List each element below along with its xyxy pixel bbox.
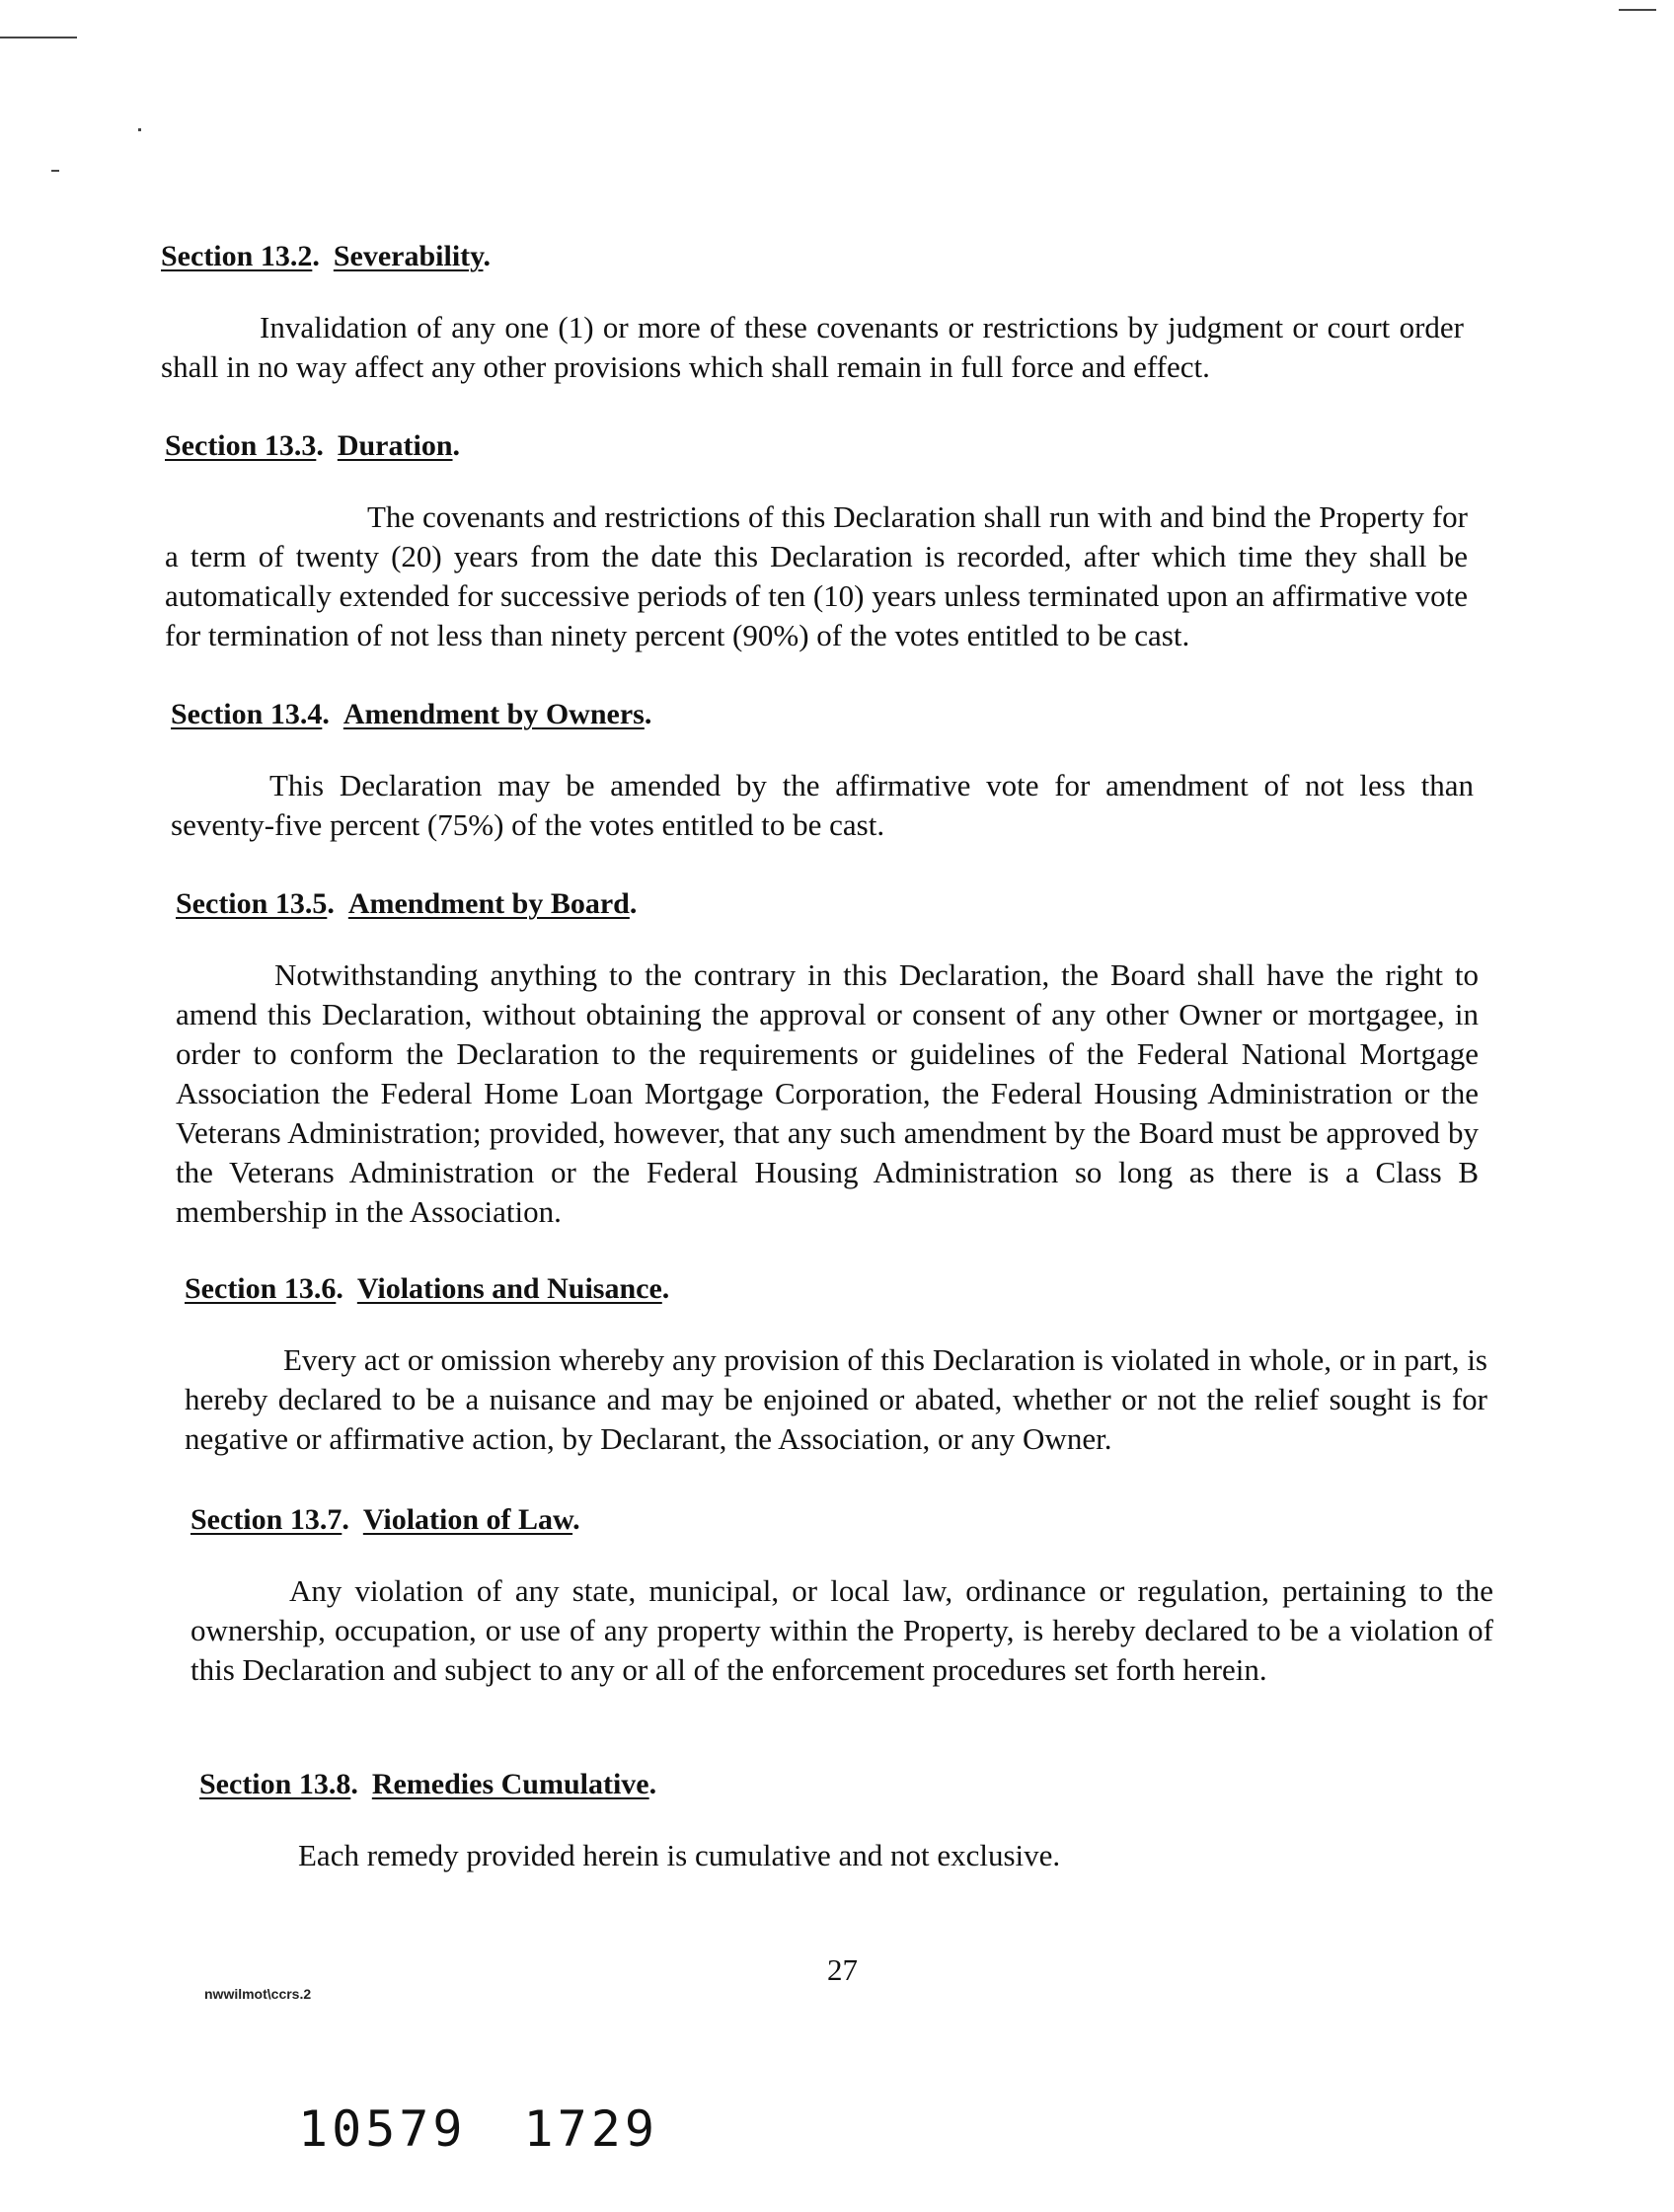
- section-title: Amendment by Owners: [342, 698, 645, 730]
- section-body: Notwithstanding anything to the contrary in this Declaration, the Board shall have the right to amend this Declaration, without obtaining the approval or consent of any other Owner or mortgagee, in order to conform the Declaration to the requirements or guidelines of the Federal National Mortgage Association the Federal Home Loan Mortgage Corporation, the Federal Housing Administration or the Veterans Administration; provided, however, that any such amendment by the Board must be approved by the Veterans Administration or the Federal Housing Administration so long as there is a Class B membership in the Association.: [176, 957, 1479, 1229]
- stamp-page-number: 1729: [523, 2100, 658, 2158]
- section-body: Any violation of any state, municipal, or local law, ordinance or regulation, pertaining to the ownership, occupation, or use of any property within the Property, is hereby declared to be a violation of this Declaration and subject to any or all of the enforcement procedures set forth herein.: [190, 1573, 1493, 1687]
- section-13-4: [171, 695, 1474, 845]
- section-number: Section 13.3: [165, 429, 317, 462]
- section-title: Amendment by Board: [347, 887, 630, 920]
- section-body: This Declaration may be amended by the affirmative vote for amendment of not less than seventy-five percent (75%) of the votes entitled to be cast.: [171, 768, 1474, 842]
- section-title: Violations and Nuisance: [356, 1272, 662, 1305]
- section-number: Section 13.4: [171, 698, 323, 730]
- section-13-7: [190, 1500, 1493, 1690]
- section-body: Invalidation of any one (1) or more of these covenants or restrictions by judgment or court order shall in no way affect any other provisions which shall remain in full force and effect.: [161, 310, 1464, 384]
- section-heading: Section 13.5. Amendment by Board.: [176, 887, 638, 920]
- scan-mark-dot-2: [51, 170, 59, 172]
- section-13-8: [199, 1765, 1502, 1875]
- section-title: Duration: [337, 429, 453, 462]
- section-13-6: [185, 1269, 1487, 1459]
- section-body: Each remedy provided herein is cumulative and not exclusive.: [298, 1838, 1061, 1872]
- section-13-5: [176, 884, 1479, 1232]
- section-number: Section 13.6: [185, 1272, 337, 1305]
- section-heading: Section 13.4. Amendment by Owners.: [171, 698, 652, 730]
- section-13-2: [161, 237, 1464, 387]
- section-title: Violation of Law: [362, 1503, 573, 1536]
- recording-stamp: [298, 2100, 658, 2158]
- section-number: Section 13.7: [190, 1503, 342, 1536]
- section-title: Severability: [333, 240, 484, 272]
- section-body: Every act or omission whereby any provision of this Declaration is violated in whole, or in part, is hereby declared to be a nuisance and may be enjoined or abated, whether or not the relief sought is for negative or affirmative action, by Declarant, the Association, or any Owner.: [185, 1342, 1487, 1456]
- stamp-book-number: 10579: [298, 2100, 467, 2158]
- section-title: Remedies Cumulative: [371, 1768, 649, 1800]
- scan-mark-top-left: [0, 37, 77, 38]
- section-body: The covenants and restrictions of this Declaration shall run with and bind the Property for a term of twenty (20) years from the date this Declaration is recorded, after which time they shall be automatically extended for successive periods of ten (10) years unless terminated upon an affirmative vote for termination of not less than ninety percent (90%) of the votes entitled to be cast.: [165, 499, 1468, 652]
- section-heading: Section 13.8. Remedies Cumulative.: [199, 1768, 657, 1800]
- section-heading: Section 13.7. Violation of Law.: [190, 1503, 580, 1536]
- scan-mark-top-right: [1619, 9, 1656, 11]
- section-number: Section 13.5: [176, 887, 328, 920]
- section-heading: Section 13.2. Severability.: [161, 240, 491, 272]
- section-heading: Section 13.3. Duration.: [165, 429, 461, 462]
- file-code: nwwilmot\ccrs.2: [204, 1986, 312, 2002]
- page-number: 27: [827, 1952, 858, 1987]
- section-13-3: [165, 426, 1468, 655]
- section-number: Section 13.2: [161, 240, 313, 272]
- scan-mark-dot-1: [138, 128, 141, 131]
- section-heading: Section 13.6. Violations and Nuisance.: [185, 1272, 670, 1305]
- section-number: Section 13.8: [199, 1768, 351, 1800]
